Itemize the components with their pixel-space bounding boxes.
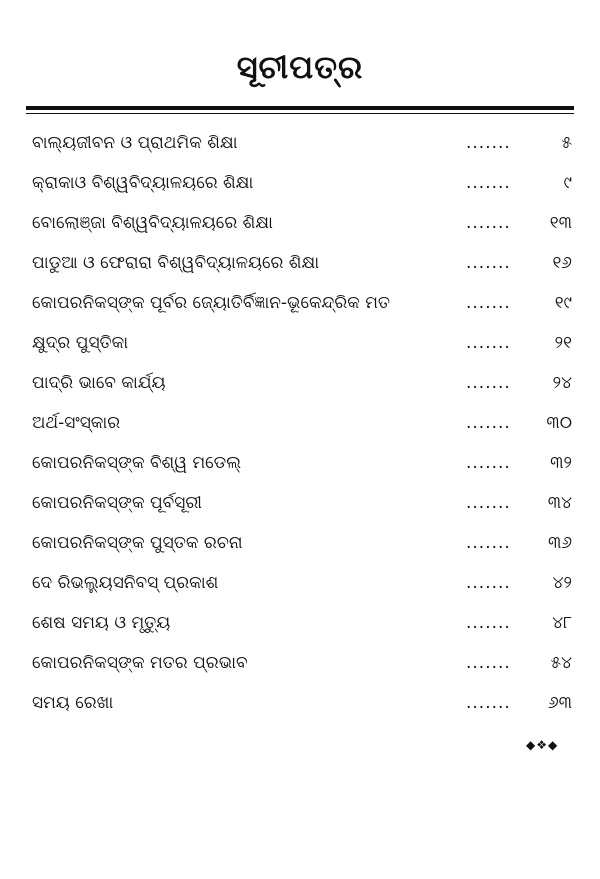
toc-entry-title: କୋପରନିକସ୍‌ଙ୍କ ପୁସ୍ତକ ରଚନା	[32, 533, 243, 553]
toc-entry-title: ପାଡୁଆ ଓ ଫେରାରା ବିଶ୍ୱବିଦ୍ୟାଳୟରେ ଶିକ୍ଷା	[32, 253, 320, 273]
toc-leader-dots: .......	[466, 453, 511, 473]
toc-entry	[32, 128, 572, 168]
toc-entry	[32, 168, 572, 208]
end-ornament: ◆❖◆	[526, 738, 559, 752]
toc-leader-dots: .......	[466, 333, 511, 353]
toc-entry-page: ୩୪	[547, 493, 572, 513]
toc-leader-dots: .......	[466, 133, 511, 153]
toc-entry-page: ୫୪	[550, 653, 572, 673]
toc-entry-title: ବାଲ୍ୟଜୀବନ ଓ ପ୍ରାଥମିକ ଶିକ୍ଷା	[32, 133, 238, 153]
toc-leader-dots: .......	[466, 213, 511, 233]
toc-entry	[32, 608, 572, 648]
toc-entry-title: ସମୟ ରେଖା	[32, 693, 114, 713]
toc-entry-title: କୋପରନିକସ୍‌ଙ୍କ ପୂର୍ବସୂରୀ	[32, 493, 202, 513]
toc-entry	[32, 488, 572, 528]
toc-entry	[32, 528, 572, 568]
toc-entry-title: ବୋଲୋଞ୍ଜା ବିଶ୍ୱବିଦ୍ୟାଳୟରେ ଶିକ୍ଷା	[32, 213, 273, 233]
toc-leader-dots: .......	[466, 373, 511, 393]
toc-leader-dots: .......	[466, 613, 511, 633]
toc-entry-title: ଦେ ରିଭଲ୍ୟୁସନିବସ୍ ପ୍ରକାଶ	[32, 573, 219, 593]
toc-leader-dots: .......	[466, 293, 511, 313]
toc-entry-page: ୫	[561, 133, 572, 153]
toc-entry-page: ୯	[563, 173, 572, 193]
toc-entry	[32, 648, 572, 688]
toc-entry	[32, 568, 572, 608]
title-divider-thin	[26, 113, 574, 114]
toc-entry-page: ୩୬	[547, 533, 572, 553]
toc-entry-title: ଅର୍ଥ-ସଂସ୍କାର	[32, 413, 121, 433]
toc-entry-title: ପାଦ୍ରି ଭାବେ କାର୍ଯ୍ୟ	[32, 373, 166, 393]
toc-entry-page: ୩୦	[546, 413, 572, 433]
toc-leader-dots: .......	[466, 253, 511, 273]
toc-entry	[32, 688, 572, 728]
toc-entry-page: ୨୪	[552, 373, 572, 393]
toc-leader-dots: .......	[466, 173, 511, 193]
toc-entry	[32, 368, 572, 408]
toc-leader-dots: .......	[466, 693, 511, 713]
toc-entry-page: ୪୮	[552, 613, 572, 633]
toc-leader-dots: .......	[466, 493, 511, 513]
toc-entry	[32, 208, 572, 248]
toc-entry-page: ୨୧	[554, 333, 572, 353]
toc-entry	[32, 248, 572, 288]
toc-entry-title: କ୍ରାକାଓ ବିଶ୍ୱବିଦ୍ୟାଳୟରେ ଶିକ୍ଷା	[32, 173, 254, 193]
toc-entry-page: ୧୬	[552, 253, 572, 273]
toc-leader-dots: .......	[466, 413, 511, 433]
page-title: ସୂଚୀପତ୍ର	[236, 48, 364, 86]
toc-entry-title: କୋପରନିକସ୍‌ଙ୍କ ବିଶ୍ୱ ମଡେଲ୍	[32, 453, 242, 473]
toc-entry-page: ୬୩	[547, 693, 572, 713]
toc-list	[32, 128, 572, 728]
toc-leader-dots: .......	[466, 573, 511, 593]
toc-entry-page: ୪୨	[552, 573, 572, 593]
toc-entry	[32, 448, 572, 488]
toc-entry	[32, 288, 572, 328]
toc-entry-title: କୋପରନିକସ୍‌ଙ୍କ ପୂର୍ବର ଜ୍ୟୋତିର୍ବିଜ୍ଞାନ-ଭୂକେନ୍ଦ୍ରିକ ମତ	[32, 293, 391, 313]
toc-entry-page: ୧୯	[554, 293, 572, 313]
toc-entry	[32, 328, 572, 368]
toc-entry-title: ଶେଷ ସମୟ ଓ ମୃତ୍ୟୁ	[32, 613, 171, 633]
toc-entry-page: ୧୩	[549, 213, 572, 233]
title-divider-thick	[26, 106, 574, 110]
toc-entry	[32, 408, 572, 448]
toc-leader-dots: .......	[466, 533, 511, 553]
toc-entry-title: କ୍ଷୁଦ୍ର ପୁସ୍ତିକା	[32, 333, 129, 353]
toc-entry-page: ୩୨	[550, 453, 572, 473]
toc-entry-title: କୋପରନିକସ୍‌ଙ୍କ ମତର ପ୍ରଭାବ	[32, 653, 248, 673]
toc-leader-dots: .......	[466, 653, 511, 673]
